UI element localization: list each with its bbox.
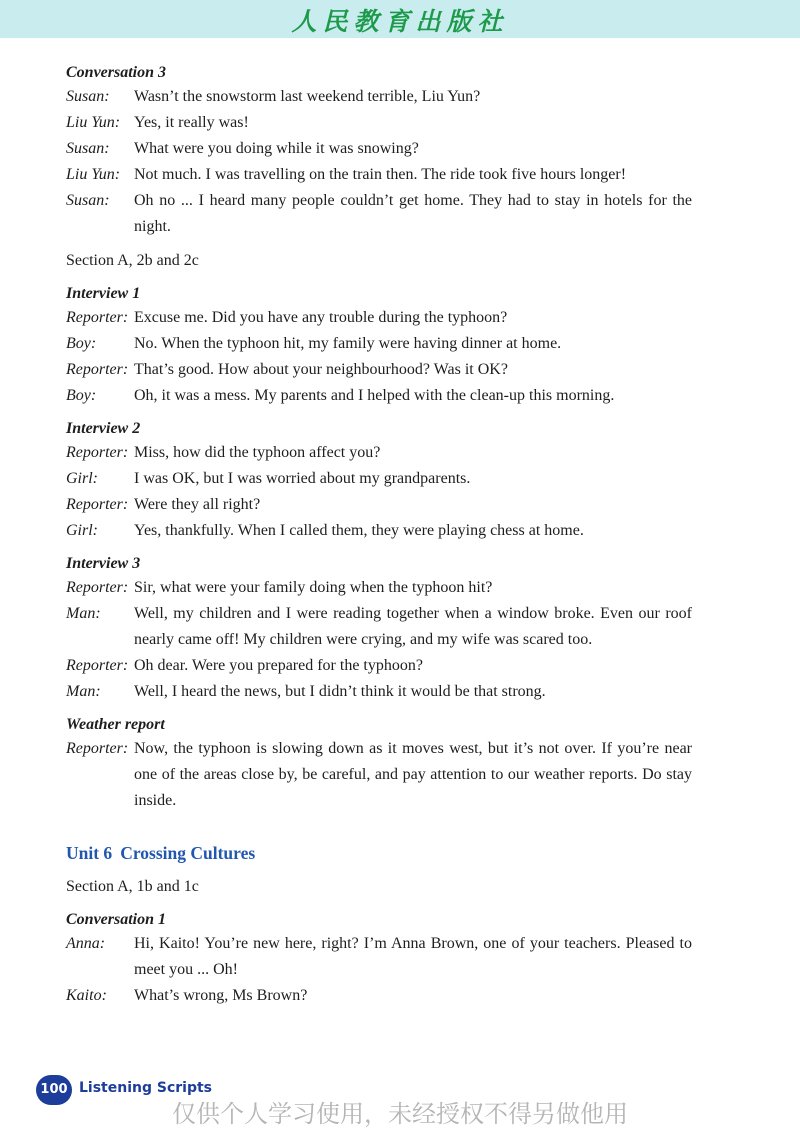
dialogue-text: Yes, thankfully. When I called them, they were playing chess at home.	[134, 522, 584, 539]
dialogue-line	[66, 518, 692, 544]
dialogue-line	[66, 110, 692, 136]
dialogue-text: That’s good. How about your neighbourhood? Was it OK?	[134, 361, 508, 378]
dialogue-line	[66, 931, 692, 983]
dialogue-line	[66, 188, 692, 240]
speaker-name: Susan:	[66, 88, 110, 105]
dialogue-text: What were you doing while it was snowing?	[134, 140, 419, 157]
dialogue-text: Wasn’t the snowstorm last weekend terrible, Liu Yun?	[134, 88, 481, 105]
block-unit	[66, 841, 692, 865]
speaker-name: Reporter:	[66, 740, 129, 757]
conversation-title: Interview 2	[66, 420, 141, 437]
speaker-name: Reporter:	[66, 309, 129, 326]
dialogue-line	[66, 983, 692, 1009]
dialogue-text: Were they all right?	[134, 496, 261, 513]
conversation-title: Interview 3	[66, 555, 141, 572]
block-conv	[66, 714, 692, 814]
dialogue-line	[66, 575, 692, 601]
conversation-title: Weather report	[66, 716, 165, 733]
dialogue-text: Well, my children and I were reading together when a window broke. Even our roof nearly came off! My children were crying, and my wife was scared too.	[134, 605, 692, 648]
dialogue-line	[66, 136, 692, 162]
section-heading: Section A, 2b and 2c	[66, 252, 199, 269]
block-conv	[66, 418, 692, 544]
dialogue-line	[66, 162, 692, 188]
section-heading: Section A, 1b and 1c	[66, 878, 199, 895]
dialogue-line	[66, 679, 692, 705]
dialogue-line	[66, 466, 692, 492]
block-conv	[66, 909, 692, 1009]
speaker-name: Liu Yun:	[66, 114, 121, 131]
dialogue-text: Oh, it was a mess. My parents and I helped with the clean-up this morning.	[134, 387, 615, 404]
footer-section-label: Listening Scripts	[79, 1080, 212, 1096]
speaker-name: Reporter:	[66, 657, 129, 674]
dialogue-line	[66, 736, 692, 814]
unit-number: Unit 6	[66, 843, 113, 863]
block-section	[66, 250, 692, 272]
dialogue-text: Hi, Kaito! You’re new here, right? I’m Anna Brown, one of your teachers. Pleased to meet you ... Oh!	[134, 935, 692, 978]
speaker-name: Susan:	[66, 140, 110, 157]
speaker-name: Girl:	[66, 522, 98, 539]
speaker-name: Boy:	[66, 387, 97, 404]
speaker-name: Liu Yun:	[66, 166, 121, 183]
dialogue-text: Sir, what were your family doing when the typhoon hit?	[134, 579, 493, 596]
watermark-text: 仅供个人学习使用，未经授权不得另做他用	[172, 1100, 628, 1128]
block-conv	[66, 553, 692, 705]
speaker-name: Man:	[66, 605, 101, 622]
dialogue-text: Well, I heard the news, but I didn’t think it would be that strong.	[134, 683, 546, 700]
unit-name: Crossing Cultures	[120, 843, 256, 863]
block-section	[66, 876, 692, 898]
dialogue-line	[66, 653, 692, 679]
dialogue-line	[66, 305, 692, 331]
conversation-title: Conversation 3	[66, 64, 167, 81]
dialogue-text: Now, the typhoon is slowing down as it moves west, but it’s not over. If you’re near one of the areas close by, be careful, and pay attention to our weather reports. Do stay inside.	[134, 740, 692, 809]
dialogue-text: Yes, it really was!	[134, 114, 249, 131]
speaker-name: Girl:	[66, 470, 98, 487]
script-content	[66, 62, 692, 1009]
dialogue-line	[66, 440, 692, 466]
unit-heading	[66, 841, 692, 865]
dialogue-line	[66, 331, 692, 357]
block-conv	[66, 283, 692, 409]
dialogue-line	[66, 383, 692, 409]
dialogue-line	[66, 357, 692, 383]
dialogue-text: Not much. I was travelling on the train then. The ride took five hours longer!	[134, 166, 627, 183]
dialogue-text: I was OK, but I was worried about my grandparents.	[134, 470, 471, 487]
page-number-badge: 100	[36, 1075, 72, 1105]
dialogue-text: Miss, how did the typhoon affect you?	[134, 444, 381, 461]
dialogue-line	[66, 492, 692, 518]
dialogue-line	[66, 601, 692, 653]
dialogue-line	[66, 84, 692, 110]
speaker-name: Man:	[66, 683, 101, 700]
speaker-name: Susan:	[66, 192, 110, 209]
publisher-logo-text: 人民教育出版社	[291, 7, 509, 36]
dialogue-text: Excuse me. Did you have any trouble during the typhoon?	[134, 309, 508, 326]
dialogue-text: Oh dear. Were you prepared for the typhoon?	[134, 657, 423, 674]
speaker-name: Boy:	[66, 335, 97, 352]
speaker-name: Anna:	[66, 935, 106, 952]
block-conv	[66, 62, 692, 240]
conversation-title: Conversation 1	[66, 911, 167, 928]
conversation-title: Interview 1	[66, 285, 141, 302]
speaker-name: Reporter:	[66, 361, 129, 378]
speaker-name: Reporter:	[66, 496, 129, 513]
dialogue-text: No. When the typhoon hit, my family were having dinner at home.	[134, 335, 562, 352]
speaker-name: Reporter:	[66, 444, 129, 461]
dialogue-text: What’s wrong, Ms Brown?	[134, 987, 308, 1004]
dialogue-text: Oh no ... I heard many people couldn’t get home. They had to stay in hotels for the night.	[134, 192, 692, 235]
speaker-name: Reporter:	[66, 579, 129, 596]
speaker-name: Kaito:	[66, 987, 107, 1004]
